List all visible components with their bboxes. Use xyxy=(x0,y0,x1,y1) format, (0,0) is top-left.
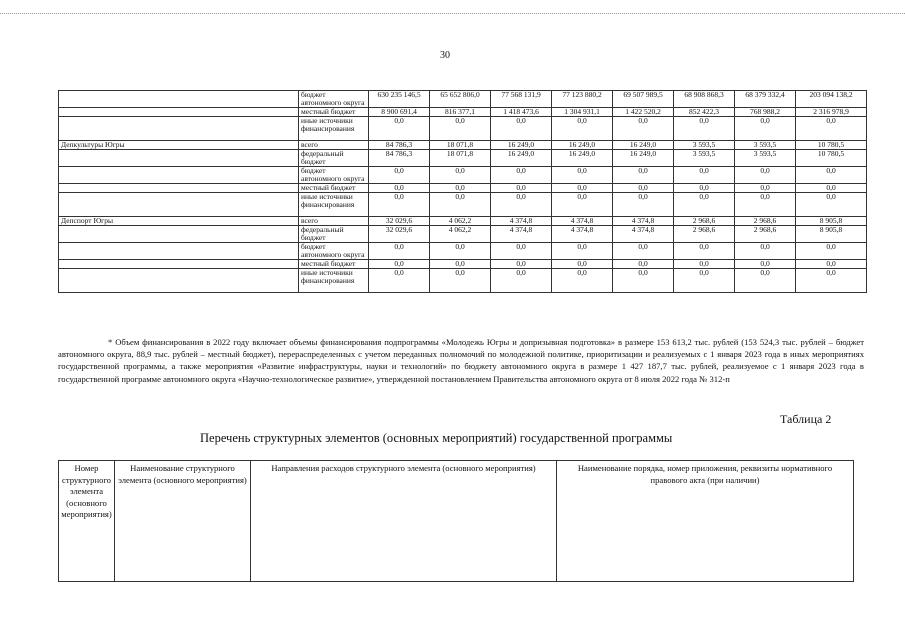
value-cell: 8 900 691,4 xyxy=(369,108,430,117)
org-cell xyxy=(59,117,299,141)
value-cell: 0,0 xyxy=(369,269,430,293)
source-cell: местный бюджет xyxy=(299,108,369,117)
value-cell: 4 374,8 xyxy=(491,217,552,226)
value-cell: 0,0 xyxy=(613,243,674,260)
value-cell: 8 905,8 xyxy=(796,226,867,243)
value-cell: 0,0 xyxy=(674,184,735,193)
value-cell: 0,0 xyxy=(491,193,552,217)
value-cell: 4 062,2 xyxy=(430,226,491,243)
footnote-text: * Объем финансирования в 2022 году включает объемы финансирования подпрограммы «Молодежь Югры и допризывная подготовка» в размере 153 613,2 тыс. рублей (153 524,3 тыс. рублей – бюджет автономного округа, 88,9 тыс. рублей – местный бюджет), перераспределенных с учетом переданных полномочий по молодежной политике, приоритизации и реализуемых с 1 января 2023 года в иных мероприятиях государственной программы, а также мероприятия «Развитие инфраструктуры, науки и технологий» по бюджету автономного округа в размере 1 427 187,7 тыс. рублей, реализуемое с 1 января 2023 года в государственной программе автономного округа «Научно-технологическое развитие», утвержденной постановлением Правительства автономного округа от 8 июля 2022 года № 312-п xyxy=(58,337,864,384)
table2-header-number: Номер структурного элемента (основного мероприятия) xyxy=(59,461,115,582)
value-cell: 18 071,8 xyxy=(430,141,491,150)
value-cell: 0,0 xyxy=(552,243,613,260)
value-cell: 1 304 931,1 xyxy=(552,108,613,117)
value-cell: 4 374,8 xyxy=(552,226,613,243)
source-cell: всего xyxy=(299,217,369,226)
value-cell: 0,0 xyxy=(430,243,491,260)
value-cell: 0,0 xyxy=(430,184,491,193)
structural-elements-table xyxy=(58,460,854,582)
org-cell xyxy=(59,260,299,269)
value-cell: 2 968,6 xyxy=(674,226,735,243)
value-cell: 32 029,6 xyxy=(369,226,430,243)
value-cell: 3 593,5 xyxy=(674,141,735,150)
value-cell: 0,0 xyxy=(735,167,796,184)
footnote xyxy=(58,336,864,385)
value-cell: 0,0 xyxy=(735,193,796,217)
source-cell: бюджет автономного округа xyxy=(299,243,369,260)
value-cell: 0,0 xyxy=(613,269,674,293)
table2-label: Таблица 2 xyxy=(780,412,832,426)
value-cell: 2 968,6 xyxy=(735,217,796,226)
value-cell: 0,0 xyxy=(796,117,867,141)
table2-header-directions: Направления расходов структурного элемента (основного мероприятия) xyxy=(251,461,557,582)
value-cell: 768 988,2 xyxy=(735,108,796,117)
table-row xyxy=(59,117,867,141)
value-cell: 1 422 520,2 xyxy=(613,108,674,117)
value-cell: 0,0 xyxy=(430,260,491,269)
value-cell: 16 249,0 xyxy=(613,150,674,167)
value-cell: 4 374,8 xyxy=(613,226,674,243)
source-cell: иные источники финансирования xyxy=(299,117,369,141)
value-cell: 0,0 xyxy=(735,117,796,141)
source-cell: федеральный бюджет xyxy=(299,226,369,243)
value-cell: 16 249,0 xyxy=(552,141,613,150)
value-cell: 0,0 xyxy=(430,117,491,141)
org-cell xyxy=(59,226,299,243)
value-cell: 0,0 xyxy=(491,184,552,193)
value-cell: 0,0 xyxy=(552,167,613,184)
value-cell: 0,0 xyxy=(613,260,674,269)
value-cell: 630 235 146,5 xyxy=(369,91,430,108)
value-cell: 0,0 xyxy=(796,184,867,193)
value-cell: 0,0 xyxy=(369,243,430,260)
value-cell: 0,0 xyxy=(674,117,735,141)
value-cell: 0,0 xyxy=(796,260,867,269)
value-cell: 77 123 880,2 xyxy=(552,91,613,108)
value-cell: 4 374,8 xyxy=(613,217,674,226)
value-cell: 0,0 xyxy=(552,260,613,269)
value-cell: 0,0 xyxy=(369,167,430,184)
value-cell: 0,0 xyxy=(491,269,552,293)
value-cell: 0,0 xyxy=(552,184,613,193)
value-cell: 0,0 xyxy=(735,269,796,293)
value-cell: 8 905,8 xyxy=(796,217,867,226)
value-cell: 0,0 xyxy=(613,167,674,184)
org-cell xyxy=(59,184,299,193)
value-cell: 0,0 xyxy=(674,193,735,217)
value-cell: 3 593,5 xyxy=(735,141,796,150)
table-row xyxy=(59,269,867,293)
value-cell: 0,0 xyxy=(491,167,552,184)
value-cell: 3 593,5 xyxy=(735,150,796,167)
org-cell xyxy=(59,167,299,184)
value-cell: 0,0 xyxy=(552,269,613,293)
table-row xyxy=(59,167,867,184)
value-cell: 2 968,6 xyxy=(674,217,735,226)
source-cell: бюджет автономного округа xyxy=(299,91,369,108)
table2-header-normative-act: Наименование порядка, номер приложения, реквизиты нормативного правового акта (при наличии) xyxy=(557,461,854,582)
source-cell: иные источники финансирования xyxy=(299,269,369,293)
value-cell: 203 094 138,2 xyxy=(796,91,867,108)
value-cell: 4 062,2 xyxy=(430,217,491,226)
value-cell: 0,0 xyxy=(552,117,613,141)
value-cell: 77 568 131,9 xyxy=(491,91,552,108)
org-cell xyxy=(59,269,299,293)
value-cell: 0,0 xyxy=(613,193,674,217)
value-cell: 0,0 xyxy=(796,243,867,260)
value-cell: 0,0 xyxy=(369,184,430,193)
table-row xyxy=(59,226,867,243)
value-cell: 0,0 xyxy=(674,260,735,269)
org-cell xyxy=(59,193,299,217)
value-cell: 0,0 xyxy=(491,243,552,260)
value-cell: 0,0 xyxy=(430,269,491,293)
value-cell: 0,0 xyxy=(796,193,867,217)
value-cell: 84 786,3 xyxy=(369,141,430,150)
source-cell: всего xyxy=(299,141,369,150)
table-row xyxy=(59,243,867,260)
value-cell: 0,0 xyxy=(430,167,491,184)
value-cell: 4 374,8 xyxy=(552,217,613,226)
table2-header-row xyxy=(59,461,854,582)
value-cell: 68 379 332,4 xyxy=(735,91,796,108)
value-cell: 3 593,5 xyxy=(674,150,735,167)
org-cell xyxy=(59,108,299,117)
value-cell: 0,0 xyxy=(735,243,796,260)
value-cell: 16 249,0 xyxy=(552,150,613,167)
value-cell: 2 316 978,9 xyxy=(796,108,867,117)
table2-header-name: Наименование структурного элемента (основного мероприятия) xyxy=(115,461,251,582)
table2-title: Перечень структурных элементов (основных мероприятий) государственной программы xyxy=(200,431,673,445)
org-cell xyxy=(59,150,299,167)
source-cell: местный бюджет xyxy=(299,260,369,269)
value-cell: 0,0 xyxy=(735,260,796,269)
value-cell: 0,0 xyxy=(552,193,613,217)
value-cell: 16 249,0 xyxy=(491,141,552,150)
org-cell: Депспорт Югры xyxy=(59,217,299,226)
value-cell: 0,0 xyxy=(430,193,491,217)
source-cell: местный бюджет xyxy=(299,184,369,193)
value-cell: 10 780,5 xyxy=(796,141,867,150)
financing-table xyxy=(58,90,867,293)
value-cell: 4 374,8 xyxy=(491,226,552,243)
source-cell: иные источники финансирования xyxy=(299,193,369,217)
value-cell: 16 249,0 xyxy=(491,150,552,167)
value-cell: 65 652 806,0 xyxy=(430,91,491,108)
value-cell: 0,0 xyxy=(491,117,552,141)
value-cell: 0,0 xyxy=(613,184,674,193)
value-cell: 0,0 xyxy=(674,269,735,293)
value-cell: 0,0 xyxy=(674,167,735,184)
value-cell: 0,0 xyxy=(369,193,430,217)
value-cell: 0,0 xyxy=(796,269,867,293)
value-cell: 1 418 473,6 xyxy=(491,108,552,117)
value-cell: 69 507 989,5 xyxy=(613,91,674,108)
value-cell: 0,0 xyxy=(369,117,430,141)
value-cell: 18 071,8 xyxy=(430,150,491,167)
org-cell: Депкультуры Югры xyxy=(59,141,299,150)
value-cell: 32 029,6 xyxy=(369,217,430,226)
org-cell xyxy=(59,243,299,260)
value-cell: 68 908 868,3 xyxy=(674,91,735,108)
value-cell: 2 968,6 xyxy=(735,226,796,243)
value-cell: 0,0 xyxy=(735,184,796,193)
value-cell: 0,0 xyxy=(491,260,552,269)
value-cell: 16 249,0 xyxy=(613,141,674,150)
value-cell: 0,0 xyxy=(674,243,735,260)
value-cell: 852 422,3 xyxy=(674,108,735,117)
org-cell xyxy=(59,91,299,108)
value-cell: 84 786,3 xyxy=(369,150,430,167)
value-cell: 0,0 xyxy=(369,260,430,269)
table-row xyxy=(59,193,867,217)
page-number: 30 xyxy=(440,50,450,61)
value-cell: 0,0 xyxy=(796,167,867,184)
table-row xyxy=(59,91,867,108)
value-cell: 816 377,1 xyxy=(430,108,491,117)
source-cell: федеральный бюджет xyxy=(299,150,369,167)
source-cell: бюджет автономного округа xyxy=(299,167,369,184)
value-cell: 0,0 xyxy=(613,117,674,141)
value-cell: 10 780,5 xyxy=(796,150,867,167)
table-row xyxy=(59,150,867,167)
scan-top-line xyxy=(0,13,905,14)
